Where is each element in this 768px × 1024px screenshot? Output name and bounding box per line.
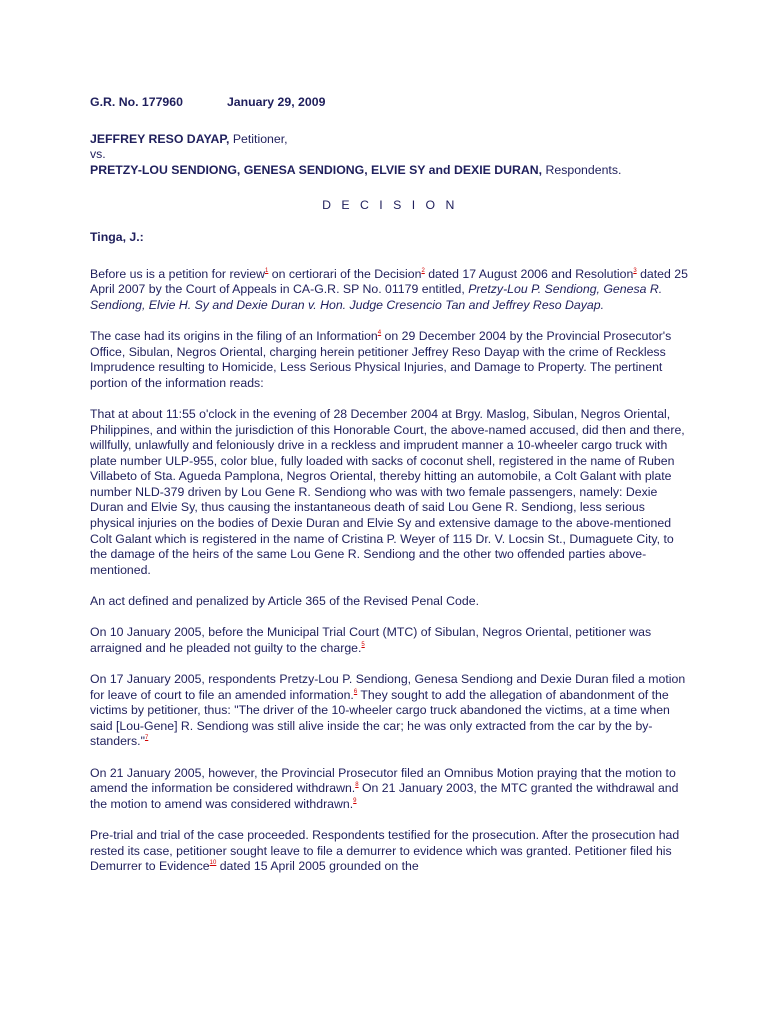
- petitioner-line: [90, 132, 690, 148]
- footnote-link-8[interactable]: 8: [355, 782, 359, 789]
- paragraph-4: On 10 January 2005, before the Municipal Trial Court (MTC) of Sibulan, Negros Oriental, petitioner was arraigned and he pleaded not guilty to the charge.$^5$: [90, 625, 652, 655]
- footnote-link-3[interactable]: 3: [633, 267, 637, 274]
- information-quote: That at about 11:55 o'clock in the evening of 28 December 2004 at Brgy. Maslog, Sibulan, Negros Oriental, Philippines, and within the jurisdiction of this Honorable Court, the above-named accused, did then and there, willfully, unlawfully and feloniously drive in a reckless and imprudent manner a 10-wheeler cargo truck with plate number ULP-955, color blue, fully loaded with sacks of coconut shell, registered in the name of Ruben Villabeto of Sta. Agueda Pamplona, Negros Oriental, thereby hitting an automobile, a Colt Galant with plate number NLD-379 driven by Lou Gene R. Sendiong who was with two female passengers, namely: Dexie Duran and Elvie Sy, thus causing the instantaneous death of said Lou Gene R. Sendiong, less serious physical injuries on the bodies of Dexie Duran and Elvie Sy and extensive damage to the above-mentioned Colt Galant which is registered in the name of Cristina P. Weyer of 115 Dr. V. Locsin St., Dumaguete City, to the damage of the heirs of the same Lou Gene R. Sendiong and the other two offended parties above-mentioned.: [90, 406, 685, 577]
- paragraph-7: Pre-trial and trial of the case proceeded. Respondents testified for the prosecution. After the prosecution had rested its case, petitioner sought leave to file a demurrer to evidence which was granted. Petitioner filed his Demurrer to Evidence$^{10}$ dated 15 April 2005 grounded on the: [90, 827, 680, 874]
- paragraph-3: An act defined and penalized by Article 365 of the Revised Penal Code.: [90, 594, 479, 609]
- case-title-italic: Pretzy-Lou P. Sendiong, Genesa R. Sendiong, Elvie H. Sy and Dexie Duran v. Hon. Judge Cresencio Tan and Jeffrey Reso Dayap.: [90, 282, 663, 312]
- ponente: Tinga, J.:: [90, 229, 144, 244]
- footnote-link-10[interactable]: 10: [209, 860, 217, 867]
- footnote-link-9[interactable]: 9: [353, 797, 357, 804]
- footnote-link-5[interactable]: 5: [361, 641, 365, 648]
- case-date: January 29, 2009: [226, 95, 326, 109]
- petitioner-name: JEFFREY RESO DAYAP,: [90, 131, 230, 146]
- footnote-link-1[interactable]: 1: [264, 267, 269, 274]
- footnote-link-7[interactable]: 7: [144, 735, 149, 742]
- paragraph-5: On 17 January 2005, respondents Pretzy-Lou P. Sendiong, Genesa Sendiong and Dexie Duran filed a motion for leave of court to file an amended information.$^6$ They sought to add the allegation of abandonment of the victims by petitioner, thus: "The driver of the 10-wheeler cargo truck abandoned the victims, at a time when said [Lou-Gene] R. Sendiong was still alive inside the car; he was only extracted from the car by the by-standers."$^7$: [90, 672, 686, 749]
- paragraph-2: The case had its origins in the filing of an Information$^4$ on 29 December 2004 by the Provincial Prosecutor's Office, Sibulan, Negros Oriental, charging herein petitioner Jeffrey Reso Dayap with the crime of Reckless Imprudence resulting to Homicide, Less Serious Physical Injuries, and Damage to Property. The pertinent portion of the information reads:: [90, 328, 672, 390]
- case-heading: [90, 95, 690, 178]
- footnote-link-4[interactable]: 4: [377, 329, 382, 336]
- footnote-link-2[interactable]: 2: [421, 267, 425, 274]
- respondents-role: Respondents.: [542, 162, 622, 177]
- respondents-line: [90, 163, 690, 179]
- respondents-names: PRETZY-LOU SENDIONG, GENESA SENDIONG, ELVIE SY and DEXIE DURAN,: [90, 162, 543, 177]
- footnote-link-6[interactable]: 6: [353, 688, 358, 695]
- decision-title: D E C I S I O N: [322, 198, 458, 213]
- paragraph-6: On 21 January 2005, however, the Provincial Prosecutor filed an Omnibus Motion praying that the motion to amend the information be considered withdrawn.$^8$ On 21 January 2003, the MTC granted the withdrawal and the motion to amend was considered withdrawn.$^9$: [90, 765, 679, 811]
- paragraph-1: Before us is a petition for review$^1$ on certiorari of the Decision$^2$ dated 17 August 2006 and Resolution$^3$ dated 25 April 2007 by the Court of Appeals in CA-G.R. SP No. 01179 entitled, Pretzy-Lou P. Sendiong, Genesa R. Sendiong, Elvie H. Sy and Dexie Duran v. Hon. Judge Cresencio Tan and Jeffrey Reso Dayap.: [90, 266, 688, 312]
- decision-body: [90, 95, 690, 890]
- versus: vs.: [90, 147, 106, 162]
- case-number: G.R. No. 177960: [90, 95, 183, 109]
- case-number-line: [90, 95, 690, 111]
- petitioner-role: Petitioner,: [229, 131, 288, 146]
